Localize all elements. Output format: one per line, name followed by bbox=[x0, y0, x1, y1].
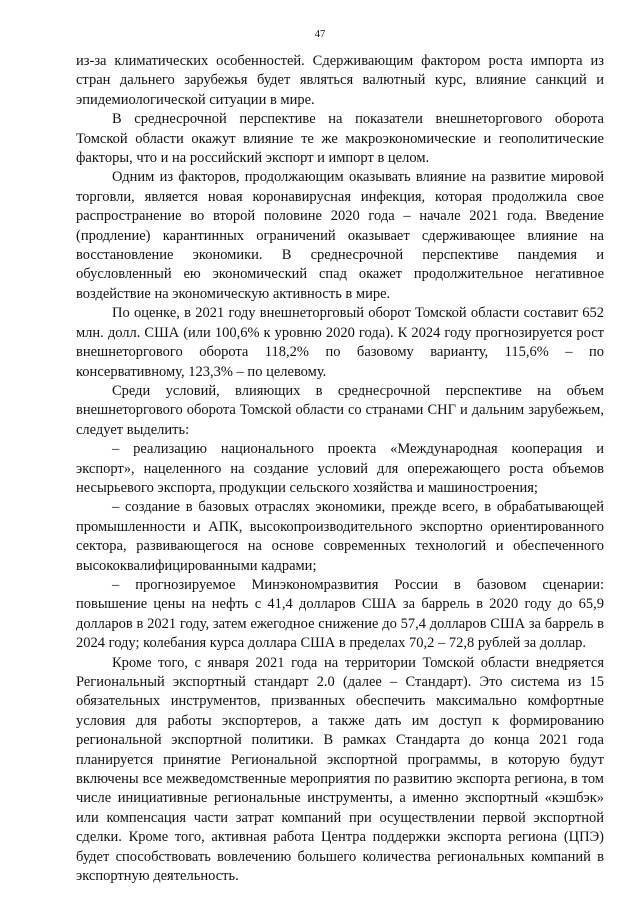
list-item-2: – создание в базовых отраслях экономики, прежде всего, в обрабатывающей промышленности и АПК, высокопроизводительного экспортно ориентированного сектора, развивающегося на основе современных технологий и обеспеченного высококвалифицированными кадрами; bbox=[76, 499, 604, 574]
paragraph-4: По оценке, в 2021 году внешнеторговый оборот Томской области составит 652 млн. долл. США (или 100,6% к уровню 2020 года). К 2024 году прогнозируется рост внешнеторгового оборота 118,2% по базовому варианту, 115,6% – по консервативному, 123,3% – по целевому. bbox=[76, 305, 604, 380]
paragraph-2: В среднесрочной перспективе на показатели внешнеторгового оборота Томской области окажут влияние те же макроэкономические и геополитические факторы, что и на российский экспорт и импорт в целом. bbox=[76, 111, 604, 167]
list-item-1: – реализацию национального проекта «Международная кооперация и экспорт», нацеленного на создание условий для опережающего роста объемов несырьевого экспорта, продукции сельского хозяйства и машиностроения; bbox=[76, 441, 604, 496]
paragraph-5: Среди условий, влияющих в среднесрочной перспективе на объем внешнеторгового оборота Томской области со странами СНГ и дальним зарубежьем, следует выделить: bbox=[76, 382, 604, 438]
paragraph-3: Одним из факторов, продолжающим оказывать влияние на развитие мировой торговли, является новая коронавирусная инфекция, которая продолжила свое распространение во второй половине 2020 года – начале 2021 года. Введение (продление) карантинных ограничений оказывает сдерживающее влияние на восстановление экономики. В среднесрочной перспективе пандемия и обусловленный ею экономический спад окажет продолжительное негативное воздействие на экономическую активность в мире. bbox=[76, 169, 604, 302]
list-item-3: – прогнозируемое Минэкономразвития России в базовом сценарии: повышение цены на нефть с 41,4 долларов США за баррель в 2020 году до 65,9 долларов в 2021 году, затем ежегодное снижение до 57,4 долларов США за баррель в 2024 году; колебания курса доллара США в пределах 70,2 – 72,8 рублей за доллар. bbox=[76, 576, 604, 652]
paragraph-1: из-за климатических особенностей. Сдерживающим фактором роста импорта из стран дальнего зарубежья будет являться валютный курс, влияние санкций и эпидемиологической ситуации в мире. bbox=[76, 53, 604, 108]
page-number: 47 bbox=[314, 29, 326, 40]
document-body bbox=[76, 52, 604, 886]
paragraph-6: Кроме того, с января 2021 года на территории Томской области внедряется Региональный экспортный стандарт 2.0 (далее – Стандарт). Это система из 15 обязательных инструментов, призванных обеспечить максимально комфортные условия для работы экспортеров, а также дать им доступ к формированию региональной экспортной политики. В рамках Стандарта до конца 2021 года планируется принятие Региональной экспортной программы, в которую будут включены все межведомственные мероприятия по развитию экспорта региона, в том числе инициативные региональные инструменты, а именно экспортный «кэшбэк» или компенсация части затрат компаний при осуществлении первой экспортной сделки. Кроме того, активная работа Центра поддержки экспорта региона (ЦПЭ) будет способствовать вовлечению большего количества региональных компаний в экспортную деятельность. bbox=[76, 654, 604, 885]
